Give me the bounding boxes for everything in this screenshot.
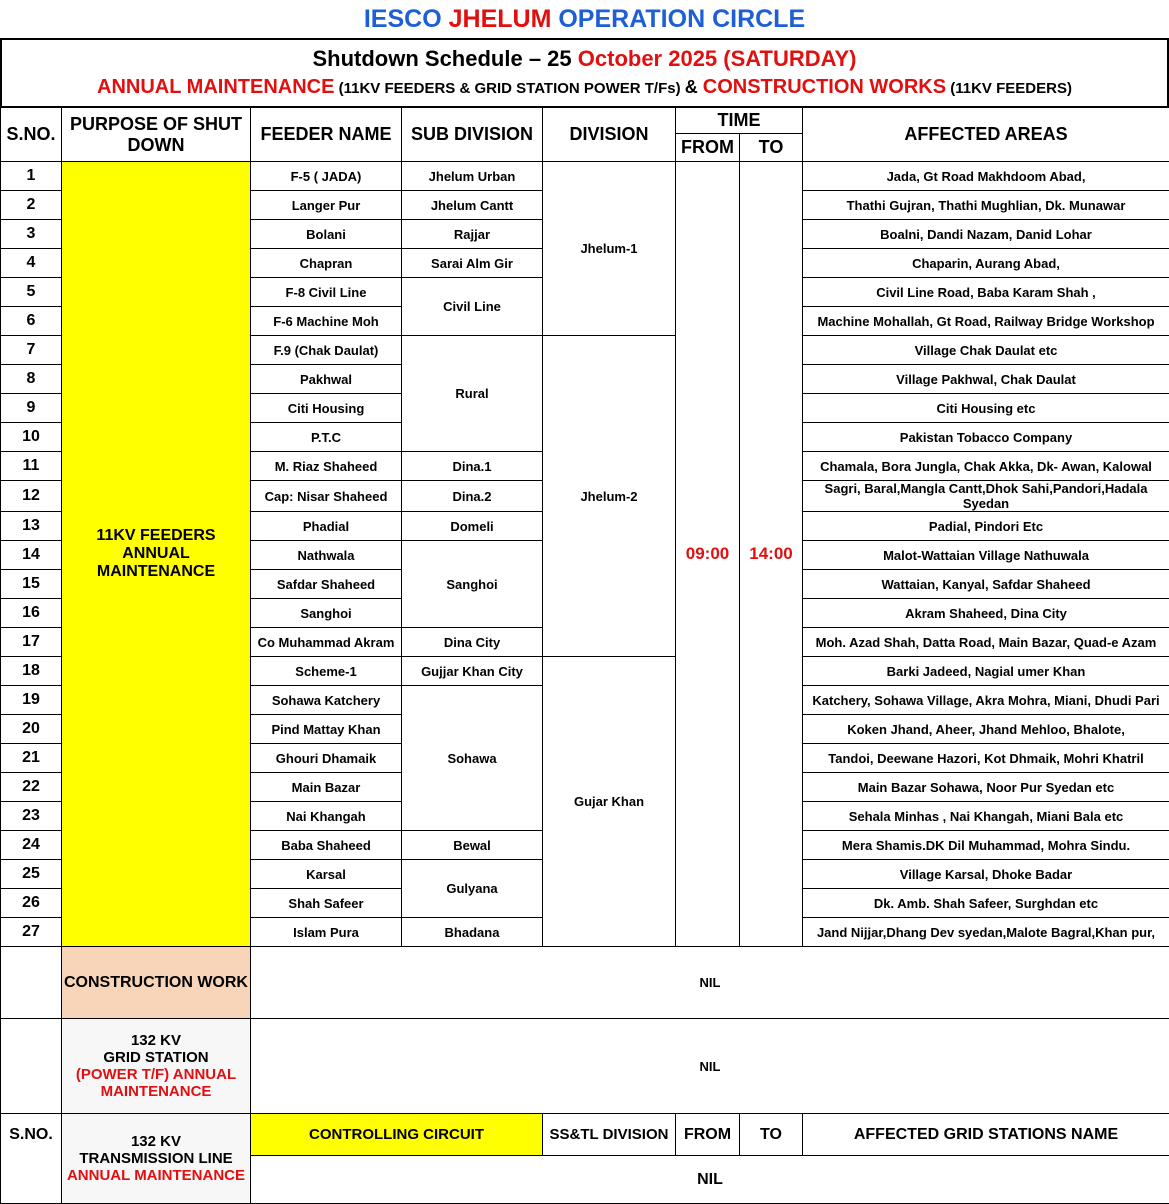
affected-area: Boalni, Dandi Nazam, Danid Lohar — [803, 220, 1169, 249]
scope-amp: & — [685, 77, 703, 97]
sub-division: Gulyana — [402, 860, 543, 918]
feeder-name: Nathwala — [251, 541, 402, 570]
header-sno: S.NO. — [1, 108, 62, 162]
affected-area: Koken Jhand, Aheer, Jhand Mehloo, Bhalote, — [803, 715, 1169, 744]
scope-annual: ANNUAL MAINTENANCE — [97, 76, 334, 98]
row-sno: 12 — [1, 481, 62, 512]
affected-area: Barki Jadeed, Nagial umer Khan — [803, 657, 1169, 686]
tl-to-header: TO — [740, 1114, 803, 1156]
row-sno: 9 — [1, 394, 62, 423]
header-division: DIVISION — [543, 108, 676, 162]
header-purpose: PURPOSE OF SHUT DOWN — [62, 108, 251, 162]
schedule-date — [2, 46, 1167, 72]
feeder-name: Sohawa Katchery — [251, 686, 402, 715]
tl-line1: 132 KV — [62, 1133, 250, 1150]
feeder-name: Bolani — [251, 220, 402, 249]
sub-division: Sarai Alm Gir — [402, 249, 543, 278]
row-sno: 25 — [1, 860, 62, 889]
construction-sno — [1, 947, 62, 1019]
row-sno: 10 — [1, 423, 62, 452]
construction-row — [1, 947, 1169, 1019]
affected-grid-header: AFFECTED GRID STATIONS NAME — [803, 1114, 1169, 1156]
row-sno: 4 — [1, 249, 62, 278]
time-to: 14:00 — [740, 162, 803, 947]
row-sno: 2 — [1, 191, 62, 220]
affected-area: Jada, Gt Road Makhdoom Abad, — [803, 162, 1169, 191]
sub-division: Jhelum Urban — [402, 162, 543, 191]
feeder-name: Scheme-1 — [251, 657, 402, 686]
row-sno: 11 — [1, 452, 62, 481]
row-sno: 7 — [1, 336, 62, 365]
row-sno: 3 — [1, 220, 62, 249]
row-sno: 16 — [1, 599, 62, 628]
tl-red: ANNUAL MAINTENANCE — [62, 1167, 250, 1184]
affected-area: Civil Line Road, Baba Karam Shah , — [803, 278, 1169, 307]
sub-division: Sanghoi — [402, 541, 543, 628]
row-sno: 17 — [1, 628, 62, 657]
header-areas: AFFECTED AREAS — [803, 108, 1169, 162]
affected-area: Pakistan Tobacco Company — [803, 423, 1169, 452]
transmission-value: NIL — [251, 1156, 1169, 1204]
feeder-name: Ghouri Dhamaik — [251, 744, 402, 773]
affected-area: Jand Nijjar,Dhang Dev syedan,Malote Bagral,Khan pur, — [803, 918, 1169, 947]
sub-division: Dina City — [402, 628, 543, 657]
sub-division: Rural — [402, 336, 543, 452]
feeder-name: Langer Pur — [251, 191, 402, 220]
construction-value: NIL — [251, 947, 1169, 1019]
affected-area: Dk. Amb. Shah Safeer, Surghdan etc — [803, 889, 1169, 918]
feeder-name: F-5 ( JADA) — [251, 162, 402, 191]
feeder-name: Shah Safeer — [251, 889, 402, 918]
feeder-name: Co Muhammad Akram — [251, 628, 402, 657]
feeder-name: F-8 Civil Line — [251, 278, 402, 307]
row-sno: 27 — [1, 918, 62, 947]
affected-area: Village Chak Daulat etc — [803, 336, 1169, 365]
header-time: TIME — [676, 108, 803, 134]
row-sno: 13 — [1, 512, 62, 541]
division: Jhelum-1 — [543, 162, 676, 336]
feeder-name: Chapran — [251, 249, 402, 278]
feeder-name: Pind Mattay Khan — [251, 715, 402, 744]
affected-area: Chamala, Bora Jungla, Chak Akka, Dk- Awan, Kalowal — [803, 452, 1169, 481]
affected-area: Machine Mohallah, Gt Road, Railway Bridge Workshop — [803, 307, 1169, 336]
feeder-name: Karsal — [251, 860, 402, 889]
feeder-name: Islam Pura — [251, 918, 402, 947]
title-part: IESCO — [364, 5, 449, 33]
subtitle-date: October 2025 (SATURDAY) — [578, 46, 857, 71]
feeder-name: Sanghoi — [251, 599, 402, 628]
feeder-name: P.T.C — [251, 423, 402, 452]
schedule-table — [0, 107, 1169, 1204]
affected-area: Village Karsal, Dhoke Badar — [803, 860, 1169, 889]
grid-sno — [1, 1019, 62, 1114]
affected-area: Padial, Pindori Etc — [803, 512, 1169, 541]
grid-line2: GRID STATION — [62, 1049, 250, 1066]
division: Gujar Khan — [543, 657, 676, 947]
feeder-name: Cap: Nisar Shaheed — [251, 481, 402, 512]
affected-area: Village Pakhwal, Chak Daulat — [803, 365, 1169, 394]
scope-detail: (11KV FEEDERS) — [946, 80, 1072, 97]
row-sno: 8 — [1, 365, 62, 394]
affected-area: Citi Housing etc — [803, 394, 1169, 423]
row-sno: 21 — [1, 744, 62, 773]
feeder-name: Main Bazar — [251, 773, 402, 802]
feeder-name: Pakhwal — [251, 365, 402, 394]
header-from: FROM — [676, 134, 740, 162]
affected-area: Malot-Wattaian Village Nathuwala — [803, 541, 1169, 570]
controlling-circuit-header: CONTROLLING CIRCUIT — [251, 1114, 543, 1156]
purpose-cell: 11KV FEEDERS ANNUAL MAINTENANCE — [62, 162, 251, 947]
header-to: TO — [740, 134, 803, 162]
table-row — [1, 162, 1169, 191]
feeder-name: Baba Shaheed — [251, 831, 402, 860]
construction-label: CONSTRUCTION WORK — [62, 947, 251, 1019]
sub-division: Civil Line — [402, 278, 543, 336]
row-sno: 24 — [1, 831, 62, 860]
sstl-division-header: SS&TL DIVISION — [543, 1114, 676, 1156]
row-sno: 19 — [1, 686, 62, 715]
grid-red: (POWER T/F) ANNUAL MAINTENANCE — [62, 1066, 250, 1100]
sub-division: Dina.1 — [402, 452, 543, 481]
subtitle-panel — [0, 38, 1169, 108]
grid-station-label — [62, 1019, 251, 1114]
sub-division: Domeli — [402, 512, 543, 541]
affected-area: Sagri, Baral,Mangla Cantt,Dhok Sahi,Pandori,Hadala Syedan — [803, 481, 1169, 512]
scope-detail: (11KV FEEDERS & GRID STATION POWER T/Fs) — [334, 80, 684, 97]
row-sno: 26 — [1, 889, 62, 918]
affected-area: Moh. Azad Shah, Datta Road, Main Bazar, Quad-e Azam — [803, 628, 1169, 657]
affected-area: Akram Shaheed, Dina City — [803, 599, 1169, 628]
row-sno: 20 — [1, 715, 62, 744]
feeder-name: Safdar Shaheed — [251, 570, 402, 599]
division: Jhelum-2 — [543, 336, 676, 657]
row-sno: 14 — [1, 541, 62, 570]
grid-station-value: NIL — [251, 1019, 1169, 1114]
row-sno: 23 — [1, 802, 62, 831]
transmission-label — [62, 1114, 251, 1204]
time-from: 09:00 — [676, 162, 740, 947]
sub-division: Rajjar — [402, 220, 543, 249]
feeder-name: Citi Housing — [251, 394, 402, 423]
sub-division: Jhelum Cantt — [402, 191, 543, 220]
row-sno: 6 — [1, 307, 62, 336]
affected-area: Main Bazar Sohawa, Noor Pur Syedan etc — [803, 773, 1169, 802]
sub-division: Bhadana — [402, 918, 543, 947]
feeder-name: Nai Khangah — [251, 802, 402, 831]
title-part-red: JHELUM — [449, 5, 552, 33]
affected-area: Chaparin, Aurang Abad, — [803, 249, 1169, 278]
sub-division: Bewal — [402, 831, 543, 860]
row-sno: 1 — [1, 162, 62, 191]
transmission-sno: S.NO. — [1, 1114, 62, 1204]
header-feeder: FEEDER NAME — [251, 108, 402, 162]
tl-from-header: FROM — [676, 1114, 740, 1156]
tl-line2: TRANSMISSION LINE — [62, 1150, 250, 1167]
transmission-header-row — [1, 1114, 1169, 1156]
header-subdivision: SUB DIVISION — [402, 108, 543, 162]
affected-area: Mera Shamis.DK Dil Muhammad, Mohra Sindu. — [803, 831, 1169, 860]
row-sno: 18 — [1, 657, 62, 686]
title-part: OPERATION CIRCLE — [551, 5, 805, 33]
sub-division: Sohawa — [402, 686, 543, 831]
grid-station-row — [1, 1019, 1169, 1114]
affected-area: Sehala Minhas , Nai Khangah, Miani Bala etc — [803, 802, 1169, 831]
sub-division: Dina.2 — [402, 481, 543, 512]
affected-area: Tandoi, Deewane Hazori, Kot Dhmaik, Mohri Khatril — [803, 744, 1169, 773]
row-sno: 5 — [1, 278, 62, 307]
row-sno: 22 — [1, 773, 62, 802]
schedule-scope — [2, 76, 1167, 99]
affected-area: Katchery, Sohawa Village, Akra Mohra, Miani, Dhudi Pari — [803, 686, 1169, 715]
page-title — [0, 0, 1169, 38]
row-sno: 15 — [1, 570, 62, 599]
affected-area: Wattaian, Kanyal, Safdar Shaheed — [803, 570, 1169, 599]
feeder-name: M. Riaz Shaheed — [251, 452, 402, 481]
sub-division: Gujjar Khan City — [402, 657, 543, 686]
feeder-name: F-6 Machine Moh — [251, 307, 402, 336]
affected-area: Thathi Gujran, Thathi Mughlian, Dk. Munawar — [803, 191, 1169, 220]
feeder-name: F.9 (Chak Daulat) — [251, 336, 402, 365]
scope-construction: CONSTRUCTION WORKS — [703, 76, 946, 98]
feeder-name: Phadial — [251, 512, 402, 541]
grid-line1: 132 KV — [62, 1032, 250, 1049]
subtitle-prefix: Shutdown Schedule – 25 — [312, 46, 577, 71]
